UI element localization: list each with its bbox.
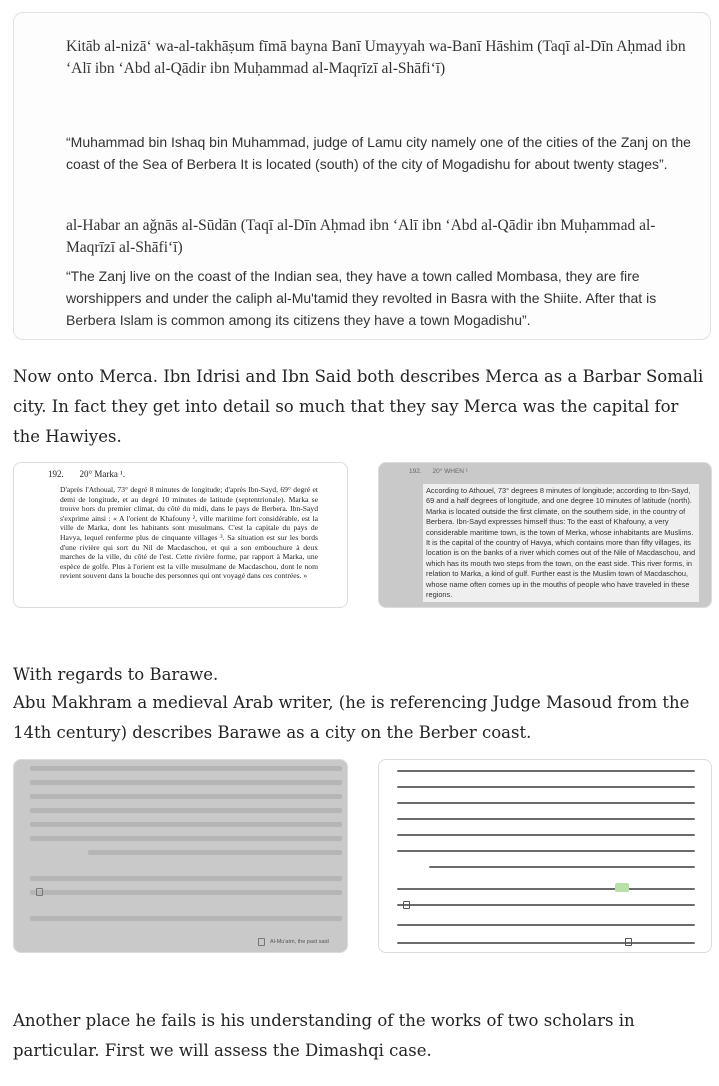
scan-text-line xyxy=(30,890,342,895)
arabic-text-line xyxy=(397,850,695,852)
french-scan-title: 20° Marka ¹. xyxy=(79,469,126,479)
source-citation-2: al-Habar an aǧnās al-Sūdān (Taqī al-Dīn Aḥmad ibn ‘Alī ibn ‘Abd al-Qādir ibn Muḥammad al-Maqrīzī al-Shāfi‘ī) xyxy=(66,217,656,256)
arabic-text-line xyxy=(397,786,695,788)
quote-2: “The Zanj live on the coast of the Indian sea, they have a town called Mombasa, they are fire worshippers and under the caliph al-Mu'tamid they revolted in Basra with the Shiite. After that is Berbera Islam is common among its citizens they have a town Mogadishu”. xyxy=(66,268,657,328)
copy-icon xyxy=(403,901,410,909)
arabic-text-line xyxy=(397,888,695,890)
french-source-scan xyxy=(13,462,348,608)
scan-text-line xyxy=(30,836,342,841)
scan-text-line xyxy=(30,780,342,785)
english-scan-body: According to Athouel, 73° degrees 8 minutes of longitude; according to Ibn-Sayd, 69 and a half degrees of longitude, and one degree 10 minutes of latitude (north). Marka is located outside the first climate, on the southern side, in the country of Berbera. Ibn-Sayd expresses himself thus: To the east of Khafouny, a very considerable maritime town, is the town of Merka, whose inhabitants are Muslims. It is the capital of the country of Havya, which contains more than fifty villages, its location is on the banks of a river which comes out of the Nile of Macdaschou, and which has its mouth two steps from the town, on the east side. This river forms, in relation to Marka, a kind of gulf. Further east is the Muslim town of Macdaschou, whose name often comes up in the mouths of people who have traveled in these regions. xyxy=(423,484,699,602)
arabic-text-line xyxy=(429,866,695,868)
english-scan-heading xyxy=(409,468,468,475)
french-scan-page-number: 192. xyxy=(48,469,64,479)
copy-icon xyxy=(258,938,265,946)
arabic-source-scan xyxy=(378,759,712,953)
scan-text-line xyxy=(30,808,342,813)
source-citation-1: Kitāb al-nizā‘ wa-al-takhāṣum fīmā bayna Banī Umayyah wa-Banī Hāshim (Taqī al-Dīn Aḥmad ibn ‘Alī ibn ‘Abd al-Qādir ibn Muḥammad al-Maqrīzī al-Shāfi‘ī) xyxy=(66,38,686,77)
scan-text-line xyxy=(30,794,342,799)
english-translation-scan xyxy=(378,462,712,608)
quote-card xyxy=(13,12,711,340)
paragraph-merca: Now onto Merca. Ibn Idrisi and Ibn Said both describes Merca as a Barbar Somali city. In fact they get into detail so much that they say Merca was the capital for the Hawiyes. xyxy=(13,367,704,446)
english-scan-title: 20° WHEN ¹ xyxy=(432,468,468,475)
scan-text-line xyxy=(30,822,342,827)
arabic-text-line xyxy=(397,904,695,906)
english-scan-page-number: 192. xyxy=(409,468,422,475)
arabic-text-line xyxy=(397,834,695,836)
copy-icon xyxy=(625,938,632,946)
paragraph-barawe-body: Abu Makhram a medieval Arab writer, (he is referencing Judge Masoud from the 14th century) describes Barawe as a city on the Berber coast. xyxy=(13,693,690,742)
scan-footer: Al-Mu'atm, the past said xyxy=(270,939,329,945)
scan-text-line xyxy=(88,850,342,855)
arabic-text-line xyxy=(397,924,695,926)
french-scan-body: D'après l'Athoual, 73° degré 8 minutes de longitude; d'après Ibn-Sayd, 69° degré et demi de longitude, et au degré 10 minutes de latitude (septentrionale). Marka se trouve hors du premier climat, du côté du midi, dans le pays de Berbera. Ibn-Sayd s'exprime ainsi : « A l'orient de Khafouny ², ville maritime fort considérable, est la ville de Marka, dont les habitants sont musulmans. C'est la capitale du pays de Havya, lequel renferme plus de cinquante villages ³. Sa situation est sur les bords d'une rivière qui sort du Nil de Macdaschou, et qui a son embouchure à deux marches de la ville, du côté de l'est. Cette rivière forme, par rapport à Marka, une espèce de golfe. Plus à l'orient est la ville musulmane de Macdaschou, dont le nom revient souvent dans la bouche des personnes qui ont voyagé dans ces contrées. » xyxy=(60,485,318,581)
quote-1: “Muhammad bin Ishaq bin Muhammad, judge of Lamu city namely one of the cities of the Zanj on the coast of the Sea of Berbera It is located (south) of the city of Mogadishu for about twenty stages”. xyxy=(66,134,691,172)
scan-text-line xyxy=(30,916,342,921)
copy-icon xyxy=(36,888,43,896)
paragraph-barawe-intro: With regards to Barawe. xyxy=(13,665,219,684)
english-barawe-scan xyxy=(13,759,348,953)
scan-text-line xyxy=(30,876,342,881)
arabic-text-line xyxy=(397,818,695,820)
french-scan-heading xyxy=(48,469,125,479)
highlighted-word xyxy=(615,883,629,892)
paragraph-closing: Another place he fails is his understanding of the works of two scholars in particular. First we will assess the Dimashqi case. xyxy=(13,1011,635,1060)
arabic-text-line xyxy=(397,770,695,772)
arabic-text-line xyxy=(397,802,695,804)
scan-text-line xyxy=(30,766,342,771)
arabic-text-line xyxy=(397,942,695,944)
